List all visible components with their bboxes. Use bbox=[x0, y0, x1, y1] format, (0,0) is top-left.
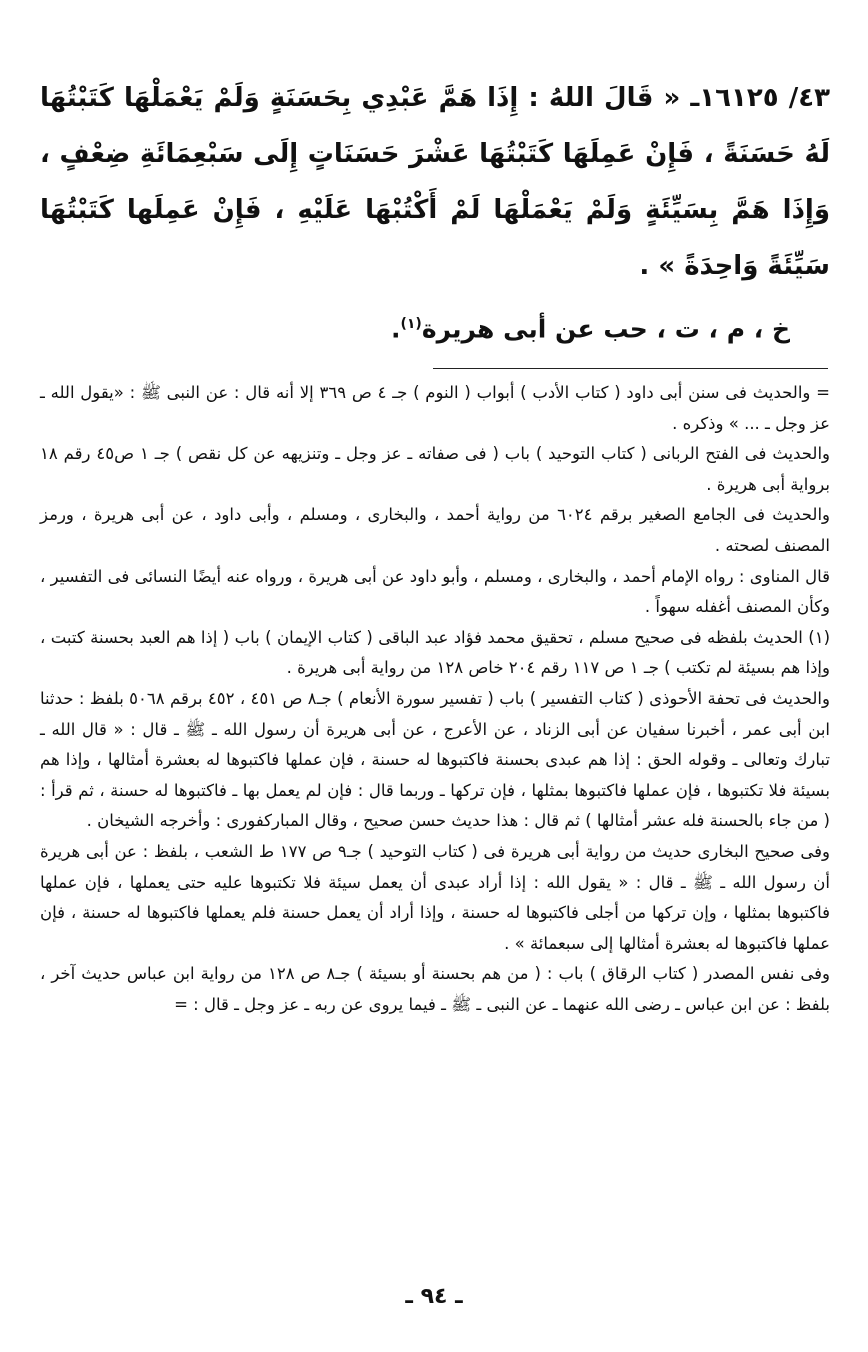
hadith-text: « قَالَ اللهُ : إِذَا هَمَّ عَبْدِي بِحَسَنَةٍ وَلَمْ يَعْمَلْهَا كَتَبْتُهَا لَهُ حَسَنَةً ، فَإِنْ عَمِلَهَا كَتَبْتُهَا عَشْرَ حَسَنَاتٍ إِلَى سَبْعِمَائَةِ ضِعْفٍ ، وَإِذَا هَمَّ بِسَيِّئَةٍ وَلَمْ يَعْمَلْهَا لَمْ أَكْتُبْهَا عَلَيْهِ ، فَإِنْ عَمِلَها كَتَبْتُهَا سَيِّئَةً وَاحِدَةً » . bbox=[40, 83, 830, 281]
footnote-paragraph: والحديث فى الفتح الربانى ( كتاب التوحيد ) باب ( فى صفاته ـ عز وجل ـ وتنزيهه عن كل نقص ) جـ ١ ص٤٥ رقم ١٨ برواية أبى هريرة . bbox=[40, 444, 830, 494]
hadith-sources bbox=[40, 304, 790, 349]
footnote-paragraph: قال المناوى : رواه الإمام أحمد ، والبخارى ، ومسلم ، وأبو داود عن أبى هريرة ، ورواه عنه أيضًا النسائى فى التفسير ، وكأن المصنف أغفله سهواً . bbox=[40, 566, 830, 617]
page-number: ـ ٩٤ ـ bbox=[405, 1284, 463, 1309]
footnotes-block bbox=[40, 378, 830, 1020]
hadith-number: ٤٣/ ١٦١٢٥ـ bbox=[690, 83, 830, 113]
footnote-paragraph: (١) الحديث بلفظه فى صحيح مسلم ، تحقيق محمد فؤاد عبد الباقى ( كتاب الإيمان ) باب ( إذا هم العبد بحسنة كتبت ، وإذا هم بسيئة لم تكتب ) جـ ١ ص ١١٧ رقم ٢٠٤ خاص ١٢٨ من رواية أبى هريرة . bbox=[40, 627, 830, 678]
main-text-block bbox=[40, 70, 830, 349]
footnote-paragraph: = والحديث فى سنن أبى داود ( كتاب الأدب ) أبواب ( النوم ) جـ ٤ ص ٣٦٩ إلا أنه قال : عن النبى ﷺ : «يقول الله ـ عز وجل ـ ... » وذكره . bbox=[40, 383, 830, 433]
hadith-paragraph bbox=[40, 70, 830, 294]
sources-end: . bbox=[390, 314, 401, 344]
sources-text: خ ، م ، ت ، حب عن أبى هريرة bbox=[421, 314, 790, 344]
footnote-paragraph: وفى نفس المصدر ( كتاب الرقاق ) باب : ( من هم بحسنة أو بسيئة ) جـ٨ ص ١٢٨ من رواية ابن عباس حديث آخر ، بلفظ : عن ابن عباس ـ رضى الله عنهما ـ عن النبى ـ ﷺ ـ فيما يروى عن ربه ـ عز وجل ـ قال : = bbox=[40, 964, 830, 1014]
footnote-paragraph: وفى صحيح البخارى حديث من رواية أبى هريرة فى ( كتاب التوحيد ) جـ٩ ص ١٧٧ ط الشعب ، بلفظ : عن أبى هريرة أن رسول الله ـ ﷺ ـ قال : « يقول الله : إذا أراد عبدى أن يعمل سيئة فلا تكتبوها عليه حتى يعملها ، فإن عملها فاكتبوها بمثلها ، وإن تركها من أجلى فاكتبوها له حسنة ، وإذا أراد أن يعمل حسنة فلم يعملها فاكتبوها له حسنة ، فإن عملها فاكتبوها له بعشرة أمثالها إلى سبعمائة » . bbox=[40, 841, 830, 953]
footnote-ref: (١) bbox=[400, 316, 422, 332]
footnote-paragraph: والحديث فى تحفة الأحوذى ( كتاب التفسير ) باب ( تفسير سورة الأنعام ) جـ٨ ص ٤٥١ ، ٤٥٢ برقم ٥٠٦٨ بلفظ : حدثنا ابن أبى عمر ، أخبرنا سفيان عن أبى الزناد ، عن الأعرج ، عن أبى هريرة أن رسول الله ـ ﷺ ـ قال : « قال الله ـ تبارك وتعالى ـ وقوله الحق : إذا هم عبدى بحسنة فاكتبوها له حسنة ، فإن عملها فاكتبوها له بعشرة أمثالها ، وإذا هم بسيئة فلا تكتبوها ، فإن عملها فاكتبوها بمثلها ، فإن تركها ـ وربما قال : فإن لم يعمل بها ـ فاكتبوها له حسنة ، ثم قرأ : ( من جاء بالحسنة فله عشر أمثالها ) ثم قال : هذا حديث حسن صحيح ، وقال المباركفورى : وأخرجه الشيخان . bbox=[40, 688, 830, 831]
footnote-paragraph: والحديث فى الجامع الصغير برقم ٦٠٢٤ من رواية أحمد ، والبخارى ، ومسلم ، وأبى داود ، عن أبى هريرة ، ورمز المصنف لصحته . bbox=[40, 505, 830, 555]
footnote-separator bbox=[433, 368, 828, 369]
